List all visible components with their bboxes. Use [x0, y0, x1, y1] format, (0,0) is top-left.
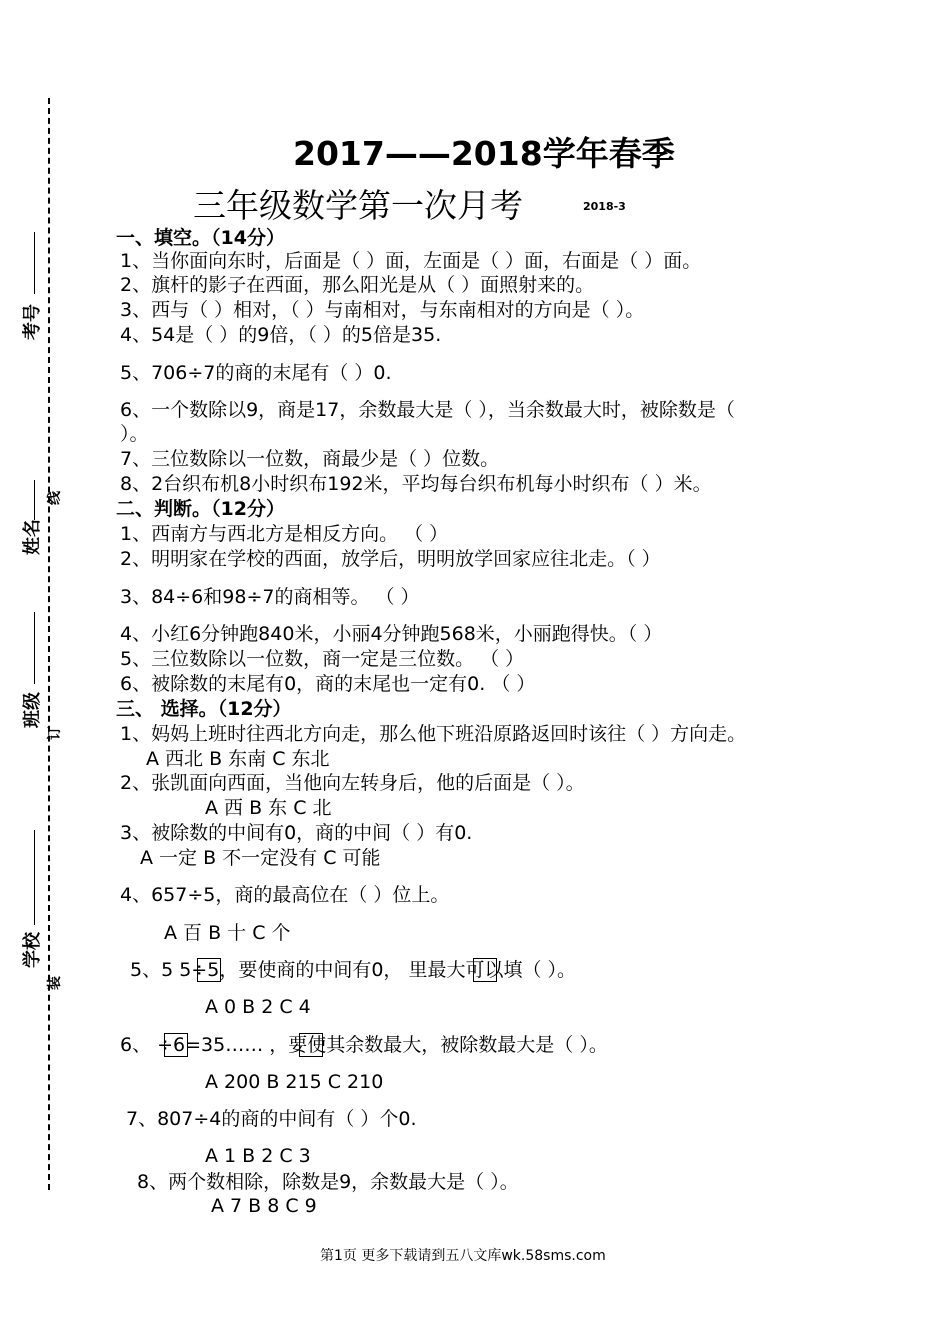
section1-heading: 一、填空。（14分）	[116, 227, 285, 249]
blank-school	[34, 830, 35, 925]
blank-class	[34, 612, 35, 684]
s3-q8-options: A 7 B 8 C 9	[211, 1195, 317, 1217]
s2-item-4: 4、小红6分钟跑840米，小丽4分钟跑568米，小丽跑得快。（ ）	[120, 623, 663, 645]
binding-mark-xian: 线	[47, 491, 63, 505]
s1-item-2: 2、旗杆的影子在西面，那么阳光是从（ ）面照射来的。	[120, 274, 595, 296]
s3-q6: 6、 ÷6=35…… ，要使其余数最大，被除数最大是（ ）。	[120, 1034, 608, 1056]
s3-q5-box-2	[473, 958, 497, 982]
s2-item-2: 2、明明家在学校的西面，放学后，明明放学回家应往北走。（ ）	[120, 548, 661, 570]
page-footer: 第1页 更多下载请到五八文库wk.58sms.com	[320, 1248, 606, 1264]
label-name: 姓名	[22, 519, 43, 555]
exam-date: 2018-3	[583, 200, 626, 213]
s1-item-6-cont: ）。	[120, 423, 149, 445]
s3-q5: 5、5 5÷5，要使商的中间有0， 里最大可以填（ ）。	[130, 959, 576, 981]
s3-q5-box-1	[197, 958, 221, 982]
s1-item-7: 7、三位数除以一位数，商最少是（ ）位数。	[120, 448, 500, 470]
s3-q7: 7、807÷4的商的中间有（ ）个0.	[126, 1108, 417, 1130]
s1-item-5: 5、706÷7的商的末尾有（ ）0.	[120, 362, 392, 384]
page-title: 2017——2018学年春季	[293, 134, 675, 173]
s1-item-1: 1、当你面向东时，后面是（ ）面，左面是（ ）面，右面是（ ）面。	[120, 250, 702, 272]
s3-q6-options: A 200 B 215 C 210	[205, 1071, 384, 1093]
binding-mark-zhuang: 装	[47, 976, 63, 990]
s1-item-3: 3、西与（ ）相对，（ ）与南相对，与东南相对的方向是（ ）。	[120, 299, 645, 321]
section2-heading: 二、判断。（12分）	[116, 498, 285, 520]
s3-q6-box-1	[164, 1033, 188, 1057]
s3-q2-options: A 西 B 东 C 北	[205, 797, 332, 819]
blank-exam-number	[34, 232, 35, 294]
s3-q4-options: A 百 B 十 C 个	[164, 922, 291, 944]
s3-q6-box-2	[299, 1033, 323, 1057]
label-school: 学校	[22, 932, 43, 968]
s1-item-4: 4、54是（ ）的9倍，（ ）的5倍是35.	[120, 324, 442, 346]
section3-heading: 三、 选择。（12分）	[116, 698, 292, 720]
s3-q5-options: A 0 B 2 C 4	[205, 996, 311, 1018]
s1-item-6: 6、一个数除以9，商是17，余数最大是（ ），当余数最大时，被除数是（	[120, 399, 735, 421]
s3-q8: 8、两个数相除，除数是9，余数最大是（ ）。	[137, 1171, 519, 1193]
s2-item-6: 6、被除数的末尾有0，商的末尾也一定有0. （ ）	[120, 673, 536, 695]
label-class: 班级	[22, 692, 43, 728]
s3-q3: 3、被除数的中间有0，商的中间（ ）有0.	[120, 822, 473, 844]
s1-item-8: 8、2台织布机8小时织布192米，平均每台织布机每小时织布（ ）米。	[120, 473, 712, 495]
s3-q4: 4、657÷5，商的最高位在（ ）位上。	[120, 884, 450, 906]
page-subtitle: 三年级数学第一次月考	[193, 186, 523, 225]
binding-mark-ding: 订	[47, 726, 63, 740]
blank-name	[34, 480, 35, 520]
s2-item-5: 5、三位数除以一位数，商一定是三位数。 （ ）	[120, 648, 525, 670]
s3-q1-options: A 西北 B 东南 C 东北	[146, 748, 330, 770]
s3-q7-options: A 1 B 2 C 3	[205, 1145, 311, 1167]
s2-item-1: 1、西南方与西北方是相反方向。 （ ）	[120, 523, 449, 545]
binding-dashed-line	[48, 98, 50, 1190]
s3-q1: 1、妈妈上班时往西北方向走，那么他下班沿原路返回时该往（ ）方向走。	[120, 723, 747, 745]
s3-q3-options: A 一定 B 不一定没有 C 可能	[140, 847, 381, 869]
s2-item-3: 3、84÷6和98÷7的商相等。 （ ）	[120, 586, 420, 608]
s3-q2: 2、张凯面向西面，当他向左转身后，他的后面是（ ）。	[120, 772, 585, 794]
label-exam-number: 考号	[22, 304, 43, 340]
